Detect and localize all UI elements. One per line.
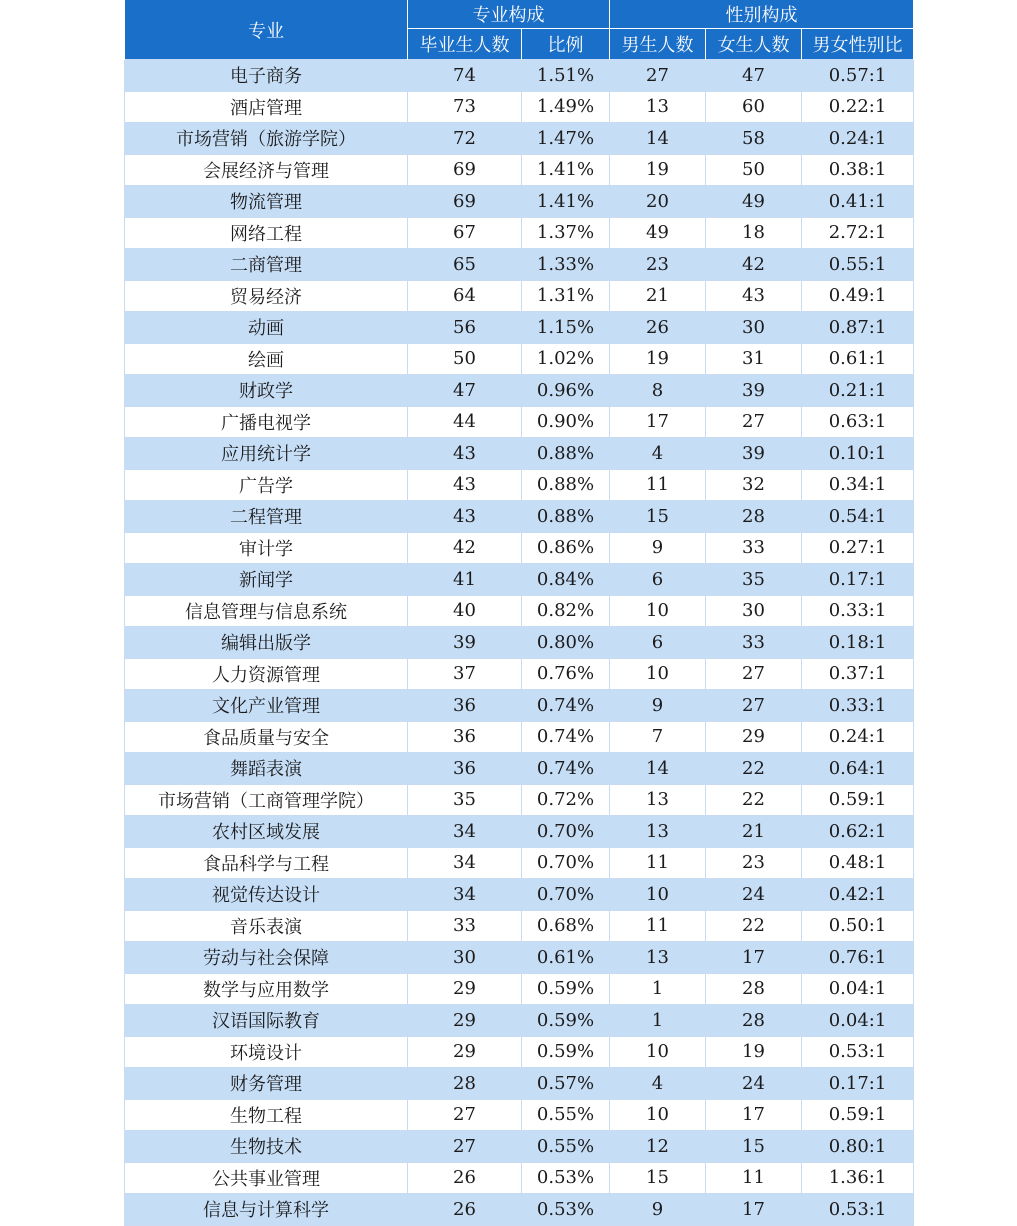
cell-major-name: 劳动与社会保障 bbox=[125, 942, 408, 974]
cell-male: 11 bbox=[610, 910, 706, 942]
cell-graduates: 42 bbox=[408, 532, 522, 564]
cell-major-name: 环境设计 bbox=[125, 1036, 408, 1068]
cell-gender-ratio: 0.10:1 bbox=[802, 438, 914, 470]
cell-gender-ratio: 0.54:1 bbox=[802, 501, 914, 533]
cell-ratio: 0.70% bbox=[522, 816, 610, 848]
cell-gender-ratio: 0.27:1 bbox=[802, 532, 914, 564]
cell-female: 28 bbox=[706, 501, 802, 533]
cell-major-name: 视觉传达设计 bbox=[125, 879, 408, 911]
cell-male: 19 bbox=[610, 343, 706, 375]
cell-graduates: 74 bbox=[408, 60, 522, 92]
table-row bbox=[125, 595, 914, 627]
cell-female: 22 bbox=[706, 753, 802, 785]
table-row bbox=[125, 217, 914, 249]
table-row bbox=[125, 406, 914, 438]
table-row bbox=[125, 501, 914, 533]
table-row bbox=[125, 1036, 914, 1068]
cell-graduates: 43 bbox=[408, 438, 522, 470]
cell-major-name: 绘画 bbox=[125, 343, 408, 375]
cell-ratio: 0.70% bbox=[522, 847, 610, 879]
cell-ratio: 1.47% bbox=[522, 123, 610, 155]
cell-gender-ratio: 0.53:1 bbox=[802, 1194, 914, 1226]
cell-graduates: 69 bbox=[408, 154, 522, 186]
cell-major-name: 酒店管理 bbox=[125, 91, 408, 123]
cell-ratio: 1.31% bbox=[522, 280, 610, 312]
cell-female: 39 bbox=[706, 375, 802, 407]
table-row bbox=[125, 847, 914, 879]
cell-graduates: 28 bbox=[408, 1068, 522, 1100]
table-row bbox=[125, 123, 914, 155]
cell-female: 33 bbox=[706, 627, 802, 659]
cell-graduates: 34 bbox=[408, 816, 522, 848]
header-graduates: 毕业生人数 bbox=[408, 29, 522, 60]
cell-ratio: 0.88% bbox=[522, 469, 610, 501]
cell-female: 31 bbox=[706, 343, 802, 375]
cell-ratio: 0.59% bbox=[522, 1036, 610, 1068]
cell-male: 17 bbox=[610, 406, 706, 438]
cell-gender-ratio: 0.18:1 bbox=[802, 627, 914, 659]
cell-ratio: 0.88% bbox=[522, 501, 610, 533]
header-female: 女生人数 bbox=[706, 29, 802, 60]
cell-gender-ratio: 0.34:1 bbox=[802, 469, 914, 501]
cell-major-name: 新闻学 bbox=[125, 564, 408, 596]
cell-female: 17 bbox=[706, 1194, 802, 1226]
graduate-major-table bbox=[124, 0, 914, 1226]
cell-male: 11 bbox=[610, 469, 706, 501]
cell-major-name: 食品质量与安全 bbox=[125, 721, 408, 753]
cell-graduates: 27 bbox=[408, 1099, 522, 1131]
cell-graduates: 26 bbox=[408, 1162, 522, 1194]
table-row bbox=[125, 469, 914, 501]
cell-ratio: 1.02% bbox=[522, 343, 610, 375]
table-row bbox=[125, 1131, 914, 1163]
cell-ratio: 0.68% bbox=[522, 910, 610, 942]
cell-major-name: 财政学 bbox=[125, 375, 408, 407]
cell-ratio: 1.49% bbox=[522, 91, 610, 123]
cell-gender-ratio: 0.50:1 bbox=[802, 910, 914, 942]
cell-female: 28 bbox=[706, 1005, 802, 1037]
cell-ratio: 0.55% bbox=[522, 1099, 610, 1131]
cell-graduates: 34 bbox=[408, 879, 522, 911]
cell-female: 27 bbox=[706, 406, 802, 438]
cell-ratio: 1.33% bbox=[522, 249, 610, 281]
cell-female: 32 bbox=[706, 469, 802, 501]
cell-ratio: 0.53% bbox=[522, 1194, 610, 1226]
cell-major-name: 审计学 bbox=[125, 532, 408, 564]
header-major: 专业 bbox=[125, 0, 408, 60]
cell-major-name: 公共事业管理 bbox=[125, 1162, 408, 1194]
cell-graduates: 30 bbox=[408, 942, 522, 974]
cell-ratio: 1.51% bbox=[522, 60, 610, 92]
cell-major-name: 二商管理 bbox=[125, 249, 408, 281]
cell-major-name: 编辑出版学 bbox=[125, 627, 408, 659]
cell-female: 15 bbox=[706, 1131, 802, 1163]
cell-male: 10 bbox=[610, 879, 706, 911]
table-row bbox=[125, 658, 914, 690]
cell-female: 42 bbox=[706, 249, 802, 281]
cell-ratio: 0.74% bbox=[522, 690, 610, 722]
table-row bbox=[125, 564, 914, 596]
cell-ratio: 1.41% bbox=[522, 154, 610, 186]
cell-gender-ratio: 0.48:1 bbox=[802, 847, 914, 879]
cell-male: 11 bbox=[610, 847, 706, 879]
table-row bbox=[125, 1005, 914, 1037]
table-row bbox=[125, 1194, 914, 1226]
cell-major-name: 财务管理 bbox=[125, 1068, 408, 1100]
cell-ratio: 0.80% bbox=[522, 627, 610, 659]
cell-gender-ratio: 0.21:1 bbox=[802, 375, 914, 407]
cell-gender-ratio: 0.17:1 bbox=[802, 564, 914, 596]
cell-major-name: 市场营销（旅游学院） bbox=[125, 123, 408, 155]
cell-gender-ratio: 0.53:1 bbox=[802, 1036, 914, 1068]
cell-graduates: 56 bbox=[408, 312, 522, 344]
table-row bbox=[125, 973, 914, 1005]
cell-ratio: 0.74% bbox=[522, 753, 610, 785]
cell-gender-ratio: 2.72:1 bbox=[802, 217, 914, 249]
cell-gender-ratio: 0.24:1 bbox=[802, 721, 914, 753]
cell-gender-ratio: 0.37:1 bbox=[802, 658, 914, 690]
cell-graduates: 67 bbox=[408, 217, 522, 249]
cell-graduates: 47 bbox=[408, 375, 522, 407]
cell-gender-ratio: 0.33:1 bbox=[802, 595, 914, 627]
table-row bbox=[125, 627, 914, 659]
header-group-gender-composition: 性别构成 bbox=[610, 0, 914, 29]
cell-ratio: 0.70% bbox=[522, 879, 610, 911]
cell-major-name: 农村区域发展 bbox=[125, 816, 408, 848]
cell-gender-ratio: 0.42:1 bbox=[802, 879, 914, 911]
cell-graduates: 29 bbox=[408, 1036, 522, 1068]
cell-male: 10 bbox=[610, 1099, 706, 1131]
cell-male: 8 bbox=[610, 375, 706, 407]
cell-gender-ratio: 0.63:1 bbox=[802, 406, 914, 438]
cell-ratio: 0.74% bbox=[522, 721, 610, 753]
table-row bbox=[125, 312, 914, 344]
cell-gender-ratio: 0.04:1 bbox=[802, 973, 914, 1005]
cell-female: 30 bbox=[706, 312, 802, 344]
cell-female: 21 bbox=[706, 816, 802, 848]
table-row bbox=[125, 879, 914, 911]
cell-graduates: 69 bbox=[408, 186, 522, 218]
cell-male: 12 bbox=[610, 1131, 706, 1163]
graduate-table-container bbox=[124, 0, 913, 1226]
cell-graduates: 41 bbox=[408, 564, 522, 596]
cell-graduates: 43 bbox=[408, 469, 522, 501]
cell-major-name: 会展经济与管理 bbox=[125, 154, 408, 186]
cell-major-name: 数学与应用数学 bbox=[125, 973, 408, 1005]
cell-major-name: 物流管理 bbox=[125, 186, 408, 218]
cell-gender-ratio: 0.24:1 bbox=[802, 123, 914, 155]
cell-major-name: 食品科学与工程 bbox=[125, 847, 408, 879]
cell-graduates: 40 bbox=[408, 595, 522, 627]
cell-graduates: 27 bbox=[408, 1131, 522, 1163]
cell-gender-ratio: 1.36:1 bbox=[802, 1162, 914, 1194]
cell-gender-ratio: 0.33:1 bbox=[802, 690, 914, 722]
cell-graduates: 44 bbox=[408, 406, 522, 438]
cell-female: 19 bbox=[706, 1036, 802, 1068]
header-male: 男生人数 bbox=[610, 29, 706, 60]
table-row bbox=[125, 343, 914, 375]
cell-male: 7 bbox=[610, 721, 706, 753]
cell-ratio: 0.53% bbox=[522, 1162, 610, 1194]
cell-male: 13 bbox=[610, 91, 706, 123]
cell-male: 6 bbox=[610, 627, 706, 659]
cell-ratio: 0.57% bbox=[522, 1068, 610, 1100]
cell-ratio: 0.86% bbox=[522, 532, 610, 564]
cell-gender-ratio: 0.41:1 bbox=[802, 186, 914, 218]
cell-graduates: 35 bbox=[408, 784, 522, 816]
cell-gender-ratio: 0.59:1 bbox=[802, 784, 914, 816]
table-row bbox=[125, 690, 914, 722]
cell-gender-ratio: 0.49:1 bbox=[802, 280, 914, 312]
cell-male: 9 bbox=[610, 532, 706, 564]
cell-female: 43 bbox=[706, 280, 802, 312]
cell-major-name: 市场营销（工商管理学院） bbox=[125, 784, 408, 816]
cell-major-name: 汉语国际教育 bbox=[125, 1005, 408, 1037]
cell-gender-ratio: 0.61:1 bbox=[802, 343, 914, 375]
table-row bbox=[125, 1068, 914, 1100]
cell-gender-ratio: 0.55:1 bbox=[802, 249, 914, 281]
table-row bbox=[125, 1162, 914, 1194]
cell-ratio: 0.59% bbox=[522, 973, 610, 1005]
cell-gender-ratio: 0.87:1 bbox=[802, 312, 914, 344]
cell-male: 10 bbox=[610, 658, 706, 690]
cell-ratio: 0.88% bbox=[522, 438, 610, 470]
table-row bbox=[125, 784, 914, 816]
cell-female: 30 bbox=[706, 595, 802, 627]
cell-gender-ratio: 0.57:1 bbox=[802, 60, 914, 92]
cell-male: 10 bbox=[610, 1036, 706, 1068]
cell-female: 17 bbox=[706, 942, 802, 974]
cell-gender-ratio: 0.38:1 bbox=[802, 154, 914, 186]
cell-gender-ratio: 0.62:1 bbox=[802, 816, 914, 848]
cell-female: 35 bbox=[706, 564, 802, 596]
cell-graduates: 36 bbox=[408, 690, 522, 722]
table-row bbox=[125, 154, 914, 186]
cell-graduates: 37 bbox=[408, 658, 522, 690]
table-row bbox=[125, 438, 914, 470]
cell-male: 21 bbox=[610, 280, 706, 312]
header-ratio: 比例 bbox=[522, 29, 610, 60]
cell-major-name: 电子商务 bbox=[125, 60, 408, 92]
cell-female: 24 bbox=[706, 879, 802, 911]
cell-male: 26 bbox=[610, 312, 706, 344]
cell-female: 60 bbox=[706, 91, 802, 123]
cell-ratio: 0.61% bbox=[522, 942, 610, 974]
cell-gender-ratio: 0.64:1 bbox=[802, 753, 914, 785]
cell-male: 9 bbox=[610, 1194, 706, 1226]
table-row bbox=[125, 249, 914, 281]
cell-female: 49 bbox=[706, 186, 802, 218]
cell-female: 23 bbox=[706, 847, 802, 879]
cell-male: 13 bbox=[610, 784, 706, 816]
header-gender-ratio: 男女性别比 bbox=[802, 29, 914, 60]
cell-ratio: 0.59% bbox=[522, 1005, 610, 1037]
cell-major-name: 广告学 bbox=[125, 469, 408, 501]
cell-male: 1 bbox=[610, 973, 706, 1005]
cell-ratio: 0.76% bbox=[522, 658, 610, 690]
table-row bbox=[125, 186, 914, 218]
cell-gender-ratio: 0.76:1 bbox=[802, 942, 914, 974]
cell-graduates: 33 bbox=[408, 910, 522, 942]
cell-male: 49 bbox=[610, 217, 706, 249]
cell-ratio: 0.90% bbox=[522, 406, 610, 438]
cell-male: 9 bbox=[610, 690, 706, 722]
cell-male: 20 bbox=[610, 186, 706, 218]
cell-male: 4 bbox=[610, 1068, 706, 1100]
cell-major-name: 动画 bbox=[125, 312, 408, 344]
table-row bbox=[125, 910, 914, 942]
cell-female: 27 bbox=[706, 690, 802, 722]
cell-female: 29 bbox=[706, 721, 802, 753]
cell-male: 14 bbox=[610, 123, 706, 155]
cell-female: 24 bbox=[706, 1068, 802, 1100]
cell-graduates: 39 bbox=[408, 627, 522, 659]
cell-graduates: 26 bbox=[408, 1194, 522, 1226]
cell-female: 50 bbox=[706, 154, 802, 186]
cell-male: 27 bbox=[610, 60, 706, 92]
cell-male: 15 bbox=[610, 1162, 706, 1194]
cell-gender-ratio: 0.22:1 bbox=[802, 91, 914, 123]
cell-male: 19 bbox=[610, 154, 706, 186]
cell-gender-ratio: 0.80:1 bbox=[802, 1131, 914, 1163]
cell-graduates: 43 bbox=[408, 501, 522, 533]
cell-female: 18 bbox=[706, 217, 802, 249]
cell-female: 27 bbox=[706, 658, 802, 690]
cell-major-name: 人力资源管理 bbox=[125, 658, 408, 690]
cell-male: 4 bbox=[610, 438, 706, 470]
cell-major-name: 生物技术 bbox=[125, 1131, 408, 1163]
cell-major-name: 信息与计算科学 bbox=[125, 1194, 408, 1226]
cell-male: 23 bbox=[610, 249, 706, 281]
cell-male: 6 bbox=[610, 564, 706, 596]
table-row bbox=[125, 721, 914, 753]
cell-gender-ratio: 0.04:1 bbox=[802, 1005, 914, 1037]
table-row bbox=[125, 753, 914, 785]
cell-graduates: 72 bbox=[408, 123, 522, 155]
cell-ratio: 0.55% bbox=[522, 1131, 610, 1163]
cell-gender-ratio: 0.59:1 bbox=[802, 1099, 914, 1131]
cell-female: 58 bbox=[706, 123, 802, 155]
cell-major-name: 生物工程 bbox=[125, 1099, 408, 1131]
table-row bbox=[125, 816, 914, 848]
cell-ratio: 0.96% bbox=[522, 375, 610, 407]
table-row bbox=[125, 280, 914, 312]
cell-major-name: 广播电视学 bbox=[125, 406, 408, 438]
cell-ratio: 0.82% bbox=[522, 595, 610, 627]
table-row bbox=[125, 942, 914, 974]
table-row bbox=[125, 375, 914, 407]
table-row bbox=[125, 91, 914, 123]
table-row bbox=[125, 1099, 914, 1131]
cell-graduates: 29 bbox=[408, 973, 522, 1005]
table-header bbox=[125, 0, 914, 60]
cell-graduates: 36 bbox=[408, 721, 522, 753]
cell-male: 1 bbox=[610, 1005, 706, 1037]
table-row bbox=[125, 532, 914, 564]
cell-gender-ratio: 0.17:1 bbox=[802, 1068, 914, 1100]
cell-graduates: 65 bbox=[408, 249, 522, 281]
cell-male: 14 bbox=[610, 753, 706, 785]
cell-major-name: 信息管理与信息系统 bbox=[125, 595, 408, 627]
header-group-row bbox=[125, 0, 914, 29]
cell-major-name: 音乐表演 bbox=[125, 910, 408, 942]
cell-female: 28 bbox=[706, 973, 802, 1005]
cell-ratio: 1.37% bbox=[522, 217, 610, 249]
cell-major-name: 二程管理 bbox=[125, 501, 408, 533]
cell-female: 11 bbox=[706, 1162, 802, 1194]
cell-female: 39 bbox=[706, 438, 802, 470]
cell-major-name: 贸易经济 bbox=[125, 280, 408, 312]
cell-graduates: 50 bbox=[408, 343, 522, 375]
cell-female: 47 bbox=[706, 60, 802, 92]
cell-graduates: 34 bbox=[408, 847, 522, 879]
cell-male: 10 bbox=[610, 595, 706, 627]
cell-ratio: 1.15% bbox=[522, 312, 610, 344]
table-row bbox=[125, 60, 914, 92]
cell-graduates: 64 bbox=[408, 280, 522, 312]
cell-male: 13 bbox=[610, 816, 706, 848]
cell-female: 22 bbox=[706, 784, 802, 816]
cell-male: 13 bbox=[610, 942, 706, 974]
cell-graduates: 36 bbox=[408, 753, 522, 785]
cell-major-name: 应用统计学 bbox=[125, 438, 408, 470]
cell-female: 22 bbox=[706, 910, 802, 942]
cell-major-name: 文化产业管理 bbox=[125, 690, 408, 722]
cell-major-name: 网络工程 bbox=[125, 217, 408, 249]
cell-female: 17 bbox=[706, 1099, 802, 1131]
table-body bbox=[125, 60, 914, 1226]
cell-male: 15 bbox=[610, 501, 706, 533]
cell-graduates: 29 bbox=[408, 1005, 522, 1037]
cell-major-name: 舞蹈表演 bbox=[125, 753, 408, 785]
header-group-major-composition: 专业构成 bbox=[408, 0, 610, 29]
cell-ratio: 0.72% bbox=[522, 784, 610, 816]
cell-graduates: 73 bbox=[408, 91, 522, 123]
cell-ratio: 1.41% bbox=[522, 186, 610, 218]
cell-ratio: 0.84% bbox=[522, 564, 610, 596]
cell-female: 33 bbox=[706, 532, 802, 564]
